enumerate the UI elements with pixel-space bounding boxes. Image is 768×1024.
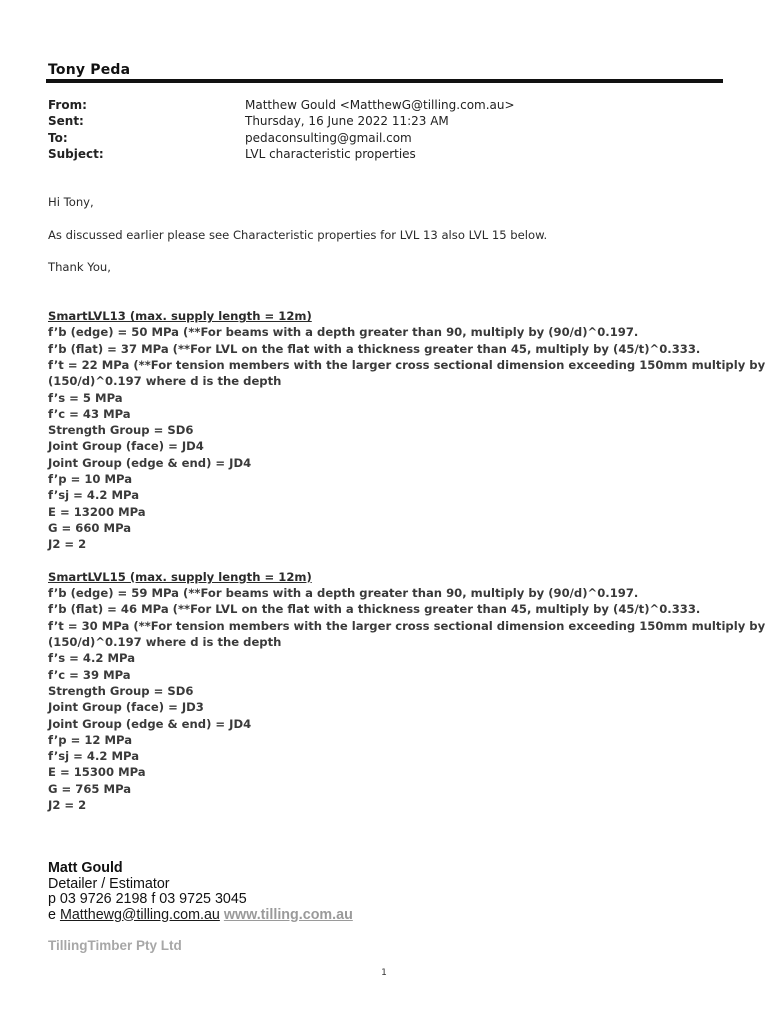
spec-title: SmartLVL15 (max. supply length = 12m) — [48, 569, 312, 584]
spec-line: E = 15300 MPa — [48, 765, 146, 780]
spec-block-lvl15 — [48, 569, 766, 813]
spec-line: f’p = 10 MPa — [48, 472, 133, 487]
spec-line: f’b (edge) = 50 MPa (**For beams with a depth greater than 90, multiply by (90/d)^0.197. — [48, 325, 639, 340]
spec-line: f’c = 39 MPa — [48, 667, 131, 682]
thanks-line: Thank You, — [48, 260, 111, 275]
spec-block-lvl13 — [48, 308, 766, 552]
spec-line: f’b (edge) = 59 MPa (**For beams with a depth greater than 90, multiply by (90/d)^0.197. — [48, 586, 639, 601]
subject-label: Subject: — [48, 147, 104, 162]
signature-phone: p 03 9726 2198 f 03 9725 3045 — [48, 891, 247, 907]
spec-line: Strength Group = SD6 — [48, 683, 194, 698]
signature-email-link[interactable]: Matthewg@tilling.com.au — [59, 906, 220, 923]
spec-line: J2 = 2 — [48, 797, 87, 812]
signature-contact-row — [48, 908, 353, 924]
spec-line: Joint Group (edge & end) = JD4 — [48, 455, 252, 470]
spec-line: f’b (flat) = 37 MPa (**For LVL on the flat with a thickness greater than 45, multiply by (45/t)^0.333. — [48, 341, 701, 356]
from-label: From: — [48, 98, 87, 112]
from-value: Matthew Gould <MatthewG@tilling.com.au> — [245, 98, 515, 112]
spec-line: Strength Group = SD6 — [48, 423, 194, 438]
greeting: Hi Tony, — [48, 195, 94, 209]
email-prefix: e — [48, 906, 56, 923]
spec-line: f’p = 12 MPa — [48, 732, 133, 747]
sent-label: Sent: — [48, 114, 84, 129]
spec-line: (150/d)^0.197 where d is the depth — [48, 635, 282, 650]
author-name: Tony Peda — [48, 62, 131, 78]
page-number: 1 — [381, 968, 387, 978]
spec-line: f’sj = 4.2 MPa — [48, 749, 140, 764]
spec-line: f’b (flat) = 46 MPa (**For LVL on the flat with a thickness greater than 45, multiply by (45/t)^0.333. — [48, 602, 701, 617]
spec-line: f’s = 5 MPa — [48, 390, 123, 405]
intro-paragraph: As discussed earlier please see Characteristic properties for LVL 13 also LVL 15 below. — [48, 227, 548, 242]
spec-line: G = 765 MPa — [48, 781, 132, 796]
spec-line: G = 660 MPa — [48, 520, 132, 535]
spec-line: f’c = 43 MPa — [48, 406, 131, 421]
spec-line: f’sj = 4.2 MPa — [48, 488, 140, 503]
company-name: TillingTimber Pty Ltd — [48, 938, 182, 953]
spec-line: f’t = 30 MPa (**For tension members with the larger cross sectional dimension exceeding 150mm multiply by — [48, 618, 766, 633]
signature-role: Detailer / Estimator — [48, 875, 170, 892]
spec-line: Joint Group (face) = JD3 — [48, 700, 204, 715]
spec-title: SmartLVL13 (max. supply length = 12m) — [48, 309, 312, 324]
spec-line: E = 13200 MPa — [48, 504, 146, 519]
header-divider — [46, 79, 723, 83]
spec-line: f’s = 4.2 MPa — [48, 651, 136, 666]
spec-line: f’t = 22 MPa (**For tension members with the larger cross sectional dimension exceeding 150mm multiply by — [48, 357, 766, 372]
spec-line: Joint Group (face) = JD4 — [48, 439, 204, 454]
signature-website-link[interactable]: www.tilling.com.au — [223, 906, 353, 923]
subject-value: LVL characteristic properties — [245, 147, 416, 162]
signature-name: Matt Gould — [48, 860, 123, 876]
spec-line: J2 = 2 — [48, 537, 87, 552]
to-value: pedaconsulting@gmail.com — [245, 130, 412, 145]
spec-line: Joint Group (edge & end) = JD4 — [48, 716, 252, 731]
spec-line: (150/d)^0.197 where d is the depth — [48, 374, 282, 389]
email-body — [48, 194, 766, 813]
sent-value: Thursday, 16 June 2022 11:23 AM — [245, 114, 449, 129]
email-signature — [48, 861, 353, 923]
to-label: To: — [48, 130, 68, 145]
